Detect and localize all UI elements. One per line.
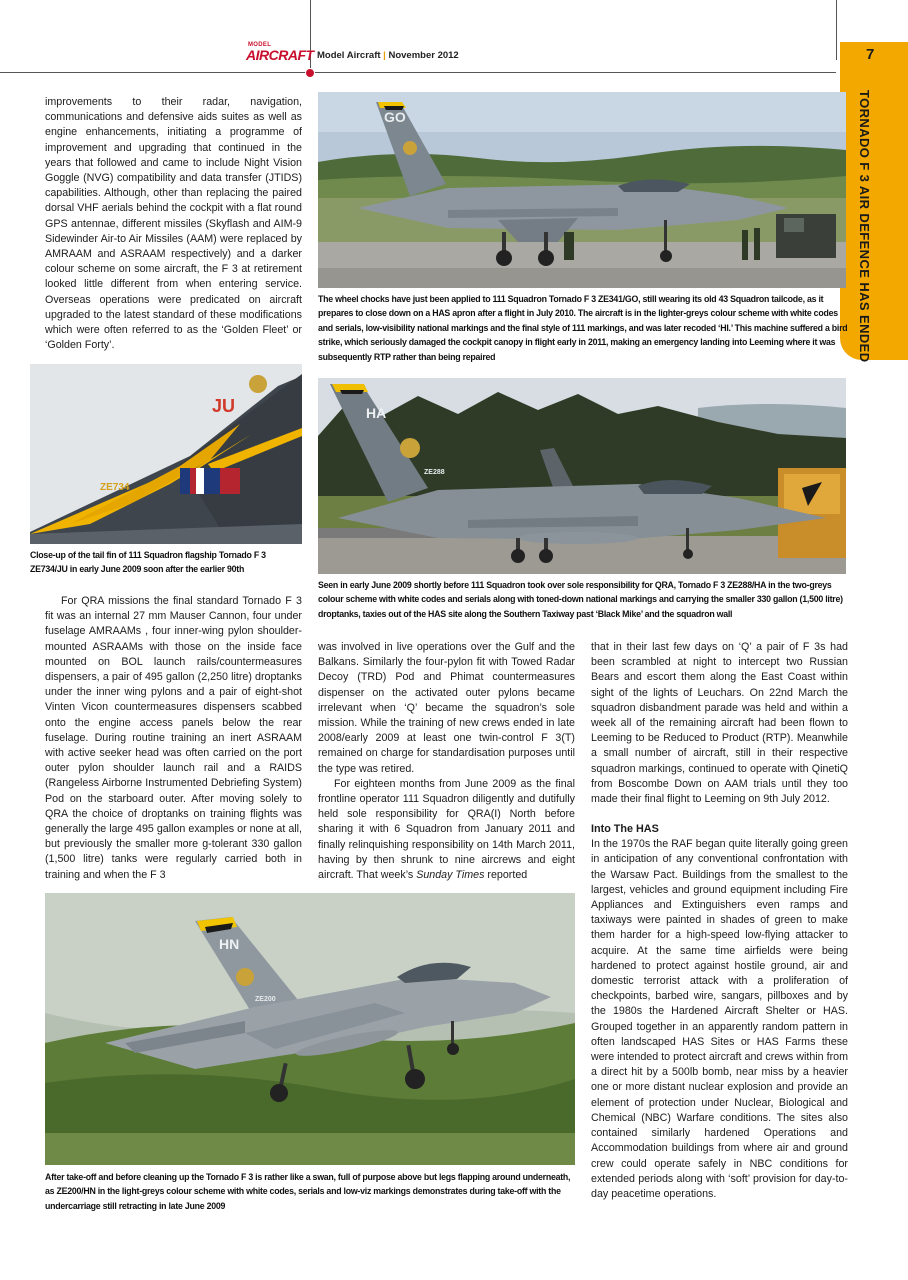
article-column-left-top	[45, 95, 302, 353]
caption-top-right: The wheel chocks have just been applied to 111 Squadron Tornado F 3 ZE341/GO, still wearing its old 43 Squadron tailcode, as it prepares to close down on a HAS apron after a flight in July 2010. The aircraft is in the lighter-greys colour scheme with white codes and serials, low-visibility national markings and the final style of 111 markings, and was later recoded ‘HI.’ This machine suffered a bird strike, which seriously damaged the cockpit canopy in flight early in 2011, making an emergency landing into Leeming where it was subsequently RTP rather than being repaired	[318, 294, 848, 362]
tail-code-hn: HN	[219, 936, 240, 952]
paragraph: In the 1970s the RAF began quite literally going green in anticipation of any conventional confrontation with the Warsaw Pact. Buildings from the smallest to the largest, vehicles and ground equipment including Fire Appliances and Extinguishers even ramps and taxiways were painted in shades of green to make them harder for a high-speed low-flying attacker to acquire. At the same time airfields were being hardened to protect against hostile ground, air and domestic terrorist attack with a proliferation of checkpoints, barbed wire, sangars, pillboxes and by the 1980s the Hardened Aircraft Shelter or HAS. Grouped together in an apparently random pattern in often landscaped HAS Sites or HAS Farms these were intended to protect aircraft and crews within from a direct hit by a 500lb bomb, near miss by a heavier one or more distant nuclear explosion and provide an element of protection under Nuclear, Biological and Chemical (NBC) Warfare conditions. The sites also contained similarly hardened Operations and Accommodation buildings from where air and ground crew could operate safely in NBC conditions for extended periods along with ‘soft’ provision for day-to-day peacetime operations.	[591, 838, 848, 1200]
photo-tornado-go-apron	[318, 92, 846, 288]
caption-left-tail: Close-up of the tail fin of 111 Squadron flagship Tornado F 3 ZE734/JU in early June 2009 soon after the earlier 90th	[30, 550, 266, 575]
article-column-left-bottom	[45, 594, 302, 883]
header-dot	[305, 68, 315, 78]
photo-tail-fin-ju	[30, 364, 302, 544]
header-rule	[0, 72, 836, 73]
caption-middle-right: Seen in early June 2009 shortly before 111 Squadron took over sole responsibility for QRA, Tornado F 3 ZE288/HA in the two-greys colour scheme with white codes and serials along with toned-down national markings and carrying the smaller 330 gallon (1,500 litre) droptanks, taxies out of the HAS site along the Southern Taxiway past ‘Black Mike’ and the squadron wall	[318, 580, 843, 619]
paragraph: that in their last few days on ‘Q’ a pair of F 3s had been scrambled at night to intercept two Russian Bears and escort them along the East Coast within sight of the lights of Leuchars. On 22nd March the squadron disbandment parade was held and within a week all of the remaining aircraft had been flown to Leeming to be Reduced to Product (RTP). Meanwhile a small number of aircraft, still in their respective squadron markings, continued to operate with QinetiQ from Boscombe Down on AAM trials until they too made their final flight to Leeming on 9th July 2012.	[591, 641, 848, 806]
tail-serial-ze200: ZE200	[255, 996, 276, 1003]
issue-separator: |	[383, 50, 386, 61]
text-run: reported	[484, 869, 528, 882]
header-divider-right	[836, 0, 837, 60]
section-tab-title: TORNADO F 3 AIR DEFENCE HAS ENDED	[857, 90, 872, 363]
tail-code-ha: HA	[366, 405, 387, 421]
paragraph: For QRA missions the final standard Tornado F 3 fit was an internal 27 mm Mauser Cannon, four under fuselage AMRAAMs , four inner-wing pylon shoulder-mounted ASRAAMs with those on the inside face mounted on BOL launch rails/countermeasures dispensers, a pair of 495 gallon (2,250 litre) droptanks under the inner wing pylons and a pair of eight-shot Vinten Vicon countermeasures dispensers scabbed onto the engine access panels below the rear fuselage. During routine training an inert ASRAAM with active seeker head was often carried on the port outer pylon shoulder launch rail and a RAIDS (Rangeless Airborne Instrumented Debriefing System) Pod on the starboard outer. After moving solely to QRA the choice of droptanks on training flights was generally the large 495 gallon examples or none at all, but previously the smaller more g-tolerant 330 gallon (1,500 litre) tanks were regularly carried both in training and when the F 3	[45, 595, 302, 881]
magazine-logo	[246, 42, 314, 63]
magazine-name: Model Aircraft	[317, 50, 381, 61]
paragraph: improvements to their radar, navigation, communications and defensive aids suites as well as engine enhancements, initiating a programme of improvement and upgrading that continued in the years that followed and came to include Night Vision Goggle (NVG) compatibility and data transfer (JTIDS) capabilities. Although, other than replacing the paired dorsal VHF aerials behind the cockpit with a flat round GPS antennae, different missiles (Skyflash and AIM-9 Sidewinder Air-to Air Missiles (AAM) were replaced by AMRAAM and ASRAAM respectively) and a darker colour scheme on some aircraft, the F 3 at retirement looked little different from when entering service. Overseas operations were predicated on aircraft upgraded to the latest standard of these modifications which were often referred to as the ‘Golden Fleet’ or ‘Golden Forty’.	[45, 96, 302, 352]
logo-small-text: MODEL	[248, 42, 272, 48]
subheading: Into The HAS	[591, 823, 659, 836]
issue-date: November 2012	[388, 50, 459, 61]
photo-tornado-hn-takeoff	[45, 893, 575, 1165]
magazine-issue-line	[317, 50, 459, 61]
tail-serial-ze288: ZE288	[424, 469, 445, 476]
page-number: 7	[866, 46, 875, 63]
newspaper-title: Sunday Times	[416, 869, 485, 882]
tail-serial-ze734: ZE734	[100, 482, 130, 493]
tail-code-go: GO	[384, 109, 406, 125]
text-run: For eighteen months from June 2009 as the final frontline operator 111 Squadron diligently and dutifully held sole responsibility for QRA(I) North before sharing it with 6 Squadron from January 2011 and finally relinquishing responsibility on 14th March 2011, having by then shrunk to nine aircrews and eight aircraft. That week’s	[318, 777, 575, 882]
article-column-middle	[318, 640, 575, 883]
tail-code-ju: JU	[212, 396, 236, 416]
photo-tornado-ha-taxiing	[318, 378, 846, 574]
logo-big-text: AIRCRAFT	[246, 47, 314, 63]
paragraph: was involved in live operations over the Gulf and the Balkans. Similarly the four-pylon fit with Towed Radar Decoy (TRD) Pod and Phimat countermeasures dispenser on the activated outer pylons became irrelevant when ‘Q’ became the squadron’s sole mission. While the training of new crews ended in late 2008/early 2009 at least one twin-control F 3(T) remained on charge for standardisation purposes until the type was retired.	[318, 641, 575, 775]
article-column-right	[591, 640, 848, 1202]
paragraph	[318, 777, 575, 883]
caption-bottom: After take-off and before cleaning up the Tornado F 3 is rather like a swan, full of purpose above but legs flapping around underneath, as ZE200/HN in the light-greys colour scheme with white codes, serials and low-viz markings demonstrates during take-off with the undercarriage still retracting in late June 2009	[45, 1172, 571, 1211]
